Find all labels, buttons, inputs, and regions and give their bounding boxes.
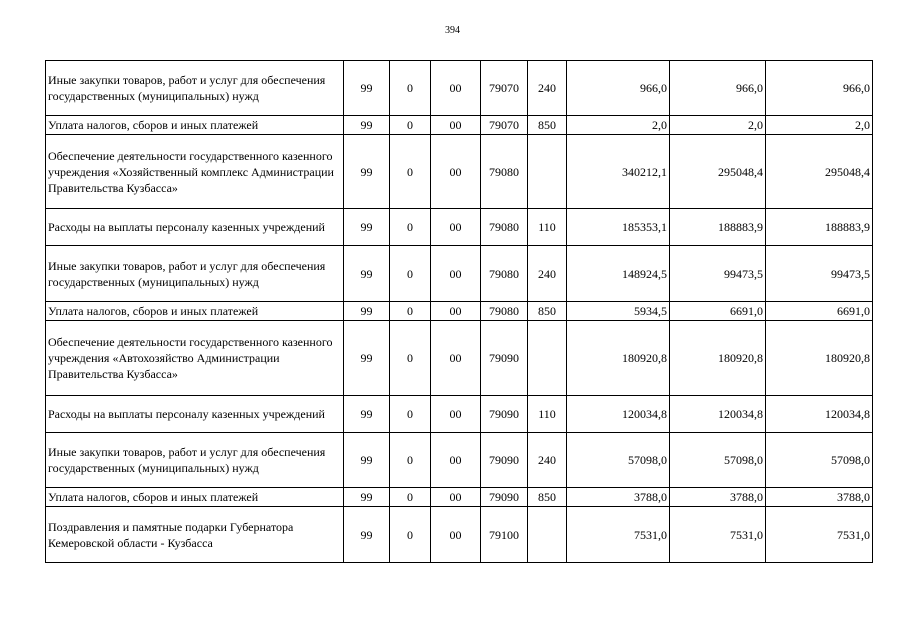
cell-code: 240 (528, 61, 567, 116)
row-name: Обеспечение деятельности государственного казенного учреждения «Хозяйственный комплекс Администрации Правительства Кузбасса» (46, 135, 344, 209)
cell-value: 295048,4 (670, 135, 766, 209)
cell-code: 99 (344, 321, 390, 396)
cell-value: 2,0 (670, 116, 766, 135)
cell-code: 00 (431, 61, 481, 116)
cell-code: 79070 (481, 116, 528, 135)
cell-code: 240 (528, 433, 567, 488)
cell-code: 0 (390, 246, 431, 302)
cell-code (528, 135, 567, 209)
row-name: Иные закупки товаров, работ и услуг для обеспечения государственных (муниципальных) нужд (46, 246, 344, 302)
cell-code: 0 (390, 209, 431, 246)
cell-code: 00 (431, 321, 481, 396)
cell-code: 79090 (481, 321, 528, 396)
table-row (46, 396, 873, 433)
cell-code: 99 (344, 396, 390, 433)
cell-value: 7531,0 (766, 507, 873, 563)
cell-code: 0 (390, 507, 431, 563)
cell-value: 966,0 (567, 61, 670, 116)
cell-code (528, 321, 567, 396)
row-name: Уплата налогов, сборов и иных платежей (46, 488, 344, 507)
cell-value: 966,0 (670, 61, 766, 116)
cell-code: 00 (431, 507, 481, 563)
cell-value: 120034,8 (670, 396, 766, 433)
cell-value: 120034,8 (567, 396, 670, 433)
cell-code: 850 (528, 488, 567, 507)
cell-code: 79080 (481, 135, 528, 209)
cell-code (528, 507, 567, 563)
cell-code: 79100 (481, 507, 528, 563)
cell-code: 00 (431, 135, 481, 209)
budget-table (45, 60, 873, 563)
cell-value: 6691,0 (766, 302, 873, 321)
cell-code: 0 (390, 61, 431, 116)
table-row (46, 116, 873, 135)
cell-code: 99 (344, 116, 390, 135)
cell-value: 340212,1 (567, 135, 670, 209)
cell-value: 7531,0 (567, 507, 670, 563)
cell-code: 79090 (481, 396, 528, 433)
table-row (46, 507, 873, 563)
cell-code: 00 (431, 246, 481, 302)
cell-code: 0 (390, 321, 431, 396)
cell-value: 57098,0 (670, 433, 766, 488)
cell-code: 0 (390, 302, 431, 321)
cell-code: 99 (344, 302, 390, 321)
table-row (46, 209, 873, 246)
cell-code: 240 (528, 246, 567, 302)
cell-value: 2,0 (766, 116, 873, 135)
table-row (46, 302, 873, 321)
cell-code: 00 (431, 433, 481, 488)
table-row (46, 135, 873, 209)
cell-value: 2,0 (567, 116, 670, 135)
cell-code: 79090 (481, 433, 528, 488)
cell-value: 180920,8 (567, 321, 670, 396)
cell-code: 0 (390, 488, 431, 507)
cell-code: 99 (344, 246, 390, 302)
cell-code: 0 (390, 396, 431, 433)
cell-value: 180920,8 (670, 321, 766, 396)
cell-code: 850 (528, 302, 567, 321)
row-name: Иные закупки товаров, работ и услуг для обеспечения государственных (муниципальных) нужд (46, 61, 344, 116)
cell-value: 3788,0 (567, 488, 670, 507)
cell-code: 110 (528, 396, 567, 433)
cell-code: 99 (344, 488, 390, 507)
cell-code: 99 (344, 135, 390, 209)
cell-value: 966,0 (766, 61, 873, 116)
cell-value: 57098,0 (567, 433, 670, 488)
cell-code: 00 (431, 302, 481, 321)
row-name: Уплата налогов, сборов и иных платежей (46, 302, 344, 321)
cell-value: 120034,8 (766, 396, 873, 433)
cell-code: 79080 (481, 302, 528, 321)
cell-code: 110 (528, 209, 567, 246)
cell-code: 0 (390, 433, 431, 488)
cell-value: 3788,0 (766, 488, 873, 507)
cell-code: 99 (344, 433, 390, 488)
cell-code: 79070 (481, 61, 528, 116)
page-number: 394 (445, 25, 460, 36)
row-name: Обеспечение деятельности государственного казенного учреждения «Автохозяйство Администрации Правительства Кузбасса» (46, 321, 344, 396)
table-row (46, 246, 873, 302)
cell-value: 295048,4 (766, 135, 873, 209)
cell-value: 99473,5 (670, 246, 766, 302)
table-row (46, 488, 873, 507)
cell-value: 6691,0 (670, 302, 766, 321)
row-name: Уплата налогов, сборов и иных платежей (46, 116, 344, 135)
cell-code: 99 (344, 61, 390, 116)
cell-value: 3788,0 (670, 488, 766, 507)
cell-code: 00 (431, 116, 481, 135)
cell-value: 180920,8 (766, 321, 873, 396)
table-row (46, 433, 873, 488)
cell-value: 188883,9 (670, 209, 766, 246)
row-name: Поздравления и памятные подарки Губернатора Кемеровской области - Кузбасса (46, 507, 344, 563)
cell-code: 00 (431, 488, 481, 507)
cell-value: 5934,5 (567, 302, 670, 321)
cell-code: 0 (390, 116, 431, 135)
row-name: Расходы на выплаты персоналу казенных учреждений (46, 209, 344, 246)
cell-code: 79080 (481, 209, 528, 246)
cell-value: 188883,9 (766, 209, 873, 246)
cell-code: 850 (528, 116, 567, 135)
row-name: Иные закупки товаров, работ и услуг для обеспечения государственных (муниципальных) нужд (46, 433, 344, 488)
cell-value: 99473,5 (766, 246, 873, 302)
table-row (46, 61, 873, 116)
cell-value: 148924,5 (567, 246, 670, 302)
table-row (46, 321, 873, 396)
cell-value: 57098,0 (766, 433, 873, 488)
cell-code: 99 (344, 507, 390, 563)
cell-code: 79080 (481, 246, 528, 302)
cell-value: 185353,1 (567, 209, 670, 246)
cell-value: 7531,0 (670, 507, 766, 563)
cell-code: 00 (431, 396, 481, 433)
cell-code: 0 (390, 135, 431, 209)
cell-code: 99 (344, 209, 390, 246)
cell-code: 00 (431, 209, 481, 246)
row-name: Расходы на выплаты персоналу казенных учреждений (46, 396, 344, 433)
cell-code: 79090 (481, 488, 528, 507)
